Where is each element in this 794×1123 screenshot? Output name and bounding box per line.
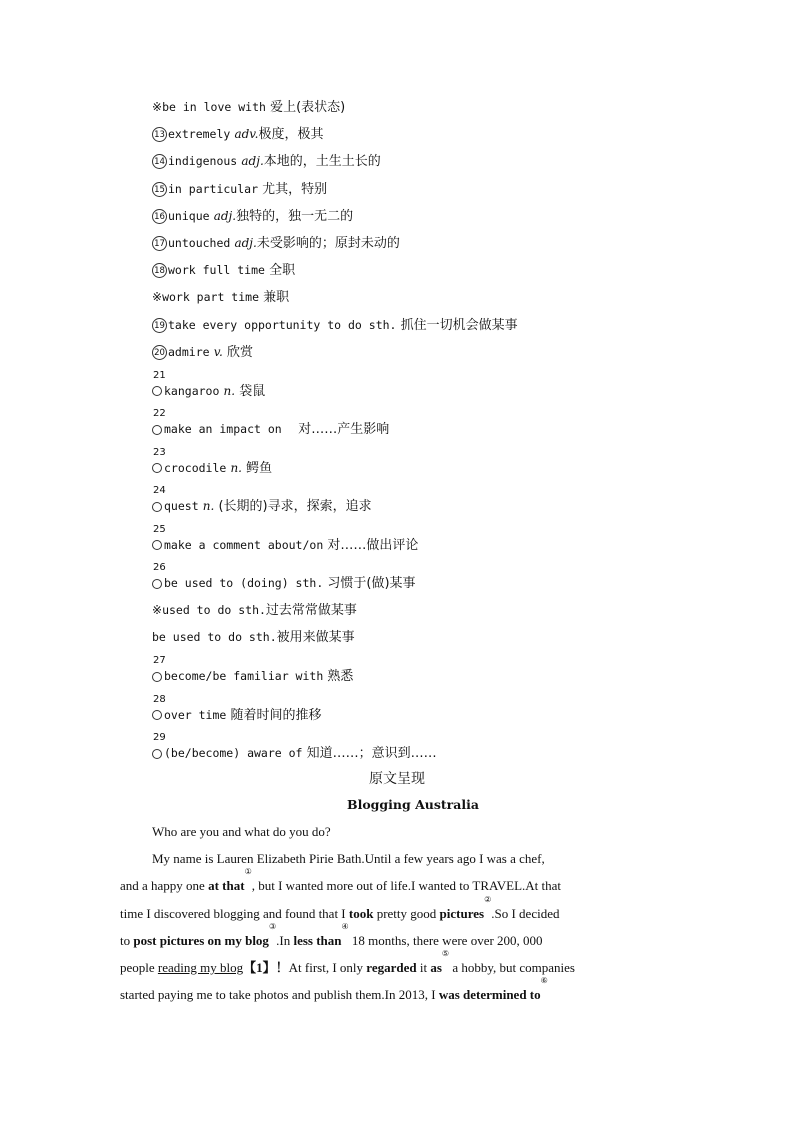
item-number: 24 [153,485,166,497]
item-number: 26 [153,562,166,574]
vocab-english: in particular [168,181,259,196]
vocab-english: become/be familiar with [164,669,324,684]
item-number: 28 [153,693,166,705]
vocab-item [152,230,752,257]
part-of-speech: n. [230,460,242,475]
vocab-chinese: 本地的，土生土长的 [263,154,381,170]
keyword: as [430,959,442,975]
keyword: less than [293,932,342,948]
keyword: post pictures on my blog [133,932,269,948]
item-number: 20 [152,345,167,360]
part-of-speech: adv. [234,127,259,142]
note-marker: ※ [152,290,163,305]
footnote-marker: ② [484,894,492,904]
circle-marker [152,463,162,473]
article-body [120,818,675,1008]
vocab-chinese: 兼职 [263,290,290,306]
keyword: was determined to [438,987,541,1003]
vocab-chinese: 抓住一切机会做某事 [400,317,518,333]
vocab-chinese: 熟悉 [327,669,354,685]
item-number: 22 [153,408,166,420]
vocab-item [152,366,752,405]
footnote-marker: ③ [268,921,277,931]
vocab-chinese: 爱上(表状态) [270,100,346,115]
vocab-chinese: 习惯于(做)某事 [327,576,416,592]
item-number: 14 [152,154,167,169]
vocab-item [152,558,752,597]
part-of-speech: adj. [234,235,257,250]
paragraph-line [120,976,675,1008]
part-of-speech: n. [202,499,215,514]
vocab-chinese: 极度，极其 [258,127,324,143]
vocab-english: make an impact on [164,422,282,437]
question-text: Who are you and what do you do? [152,824,331,839]
paragraph-text: At first, I only [288,959,367,975]
vocab-english: indigenous [168,154,238,169]
vocab-chinese: 尤其，特别 [262,181,328,197]
paragraph-text: a hobby, but companies [449,959,575,975]
part-of-speech: n. [223,383,236,398]
vocab-chinese: 全职 [269,263,296,279]
item-number: 21 [153,369,166,381]
keyword: regarded [366,959,417,975]
vocab-english: quest [164,499,199,514]
footnote-marker: ④ [341,921,349,931]
item-number: 23 [153,446,166,458]
underlined-text: reading my blog [157,959,244,975]
keyword: took [348,905,374,921]
item-number: 25 [153,523,166,535]
vocab-english: admire [168,344,210,359]
note-marker: ※ [152,100,163,114]
circle-marker [152,502,162,512]
item-number: 13 [152,127,167,142]
vocab-item [152,651,752,690]
keyword: pictures [439,905,485,921]
circle-marker [152,579,162,589]
footnote-marker: ① [244,867,252,877]
vocab-chinese: 鳄鱼 [246,460,273,476]
vocab-item [152,597,752,624]
vocab-english: take every opportunity to do sth. [168,317,397,332]
keyword: at that [208,878,245,894]
vocab-chinese: 过去常常做某事 [265,602,357,618]
paragraph-line [120,845,675,872]
paragraph-text: .In [276,932,294,948]
note-marker: ※ [152,602,163,617]
paragraph-text: time I discovered blogging and found that I [120,905,349,921]
vocab-item [152,148,752,175]
part-of-speech: adj. [241,154,264,169]
blank-marker: 【1】！ [243,959,289,975]
item-number: 15 [152,182,167,197]
paragraph-text: 18 months, there were over 200, 000 [348,932,543,948]
circle-marker [152,540,162,550]
item-number: 29 [153,732,166,744]
paragraph-text: pretty good [373,905,440,921]
vocab-item [152,284,752,311]
paragraph-text: to [120,932,134,948]
vocab-item [152,728,752,767]
vocab-item [152,520,752,559]
paragraph-text: My name is Lauren Elizabeth Pirie Bath.Until a few years ago I was a chef, [152,851,545,867]
vocab-item [152,94,752,121]
vocab-chinese: 欣赏 [227,344,254,360]
paragraph-line [120,921,675,954]
vocab-english: make a comment about/on [164,537,324,552]
paragraph-text: and a happy one [120,878,209,894]
vocab-english: work full time [168,263,265,278]
item-number: 18 [152,263,167,278]
item-number: 16 [152,209,167,224]
vocab-item [152,443,752,482]
paragraph-text: people [120,959,158,975]
item-number: 27 [153,655,166,667]
item-number: 19 [152,318,167,333]
item-number: 17 [152,236,167,251]
vocab-item [152,690,752,729]
circle-marker [152,749,162,759]
paragraph-text: it [416,959,431,975]
vocab-english: be in love with [162,100,266,114]
part-of-speech: adj. [213,208,237,223]
vocab-chinese: 对……做出评论 [327,537,419,553]
vocab-english: over time [164,707,227,722]
vocab-item [152,404,752,443]
vocab-item [152,339,752,366]
vocab-item [152,121,752,148]
vocabulary-list [152,94,752,767]
paragraph-text: , but I wanted more out of life.I wanted to TRAVEL.At that [251,878,562,894]
vocab-english: work part time [162,290,259,305]
vocab-item [152,257,752,284]
vocab-item [152,481,752,520]
vocab-chinese: 随着时间的推移 [230,707,322,723]
paragraph-text: .So I decided [491,905,560,921]
circle-marker [152,425,162,435]
article-title: Blogging Australia [347,797,479,812]
vocab-item [152,312,752,339]
paragraph-text: started paying me to take photos and publish them.In 2013, I [120,987,439,1003]
part-of-speech: v. [213,344,223,359]
footnote-marker: ⑥ [540,976,548,986]
vocab-english: used to do sth. [162,602,266,617]
vocab-chinese: 未受影响的；原封未动的 [256,235,400,251]
vocab-english: kangaroo [164,383,220,398]
circle-marker [152,386,162,396]
circle-marker [152,672,162,682]
paragraph-line [120,948,675,981]
paragraph-line [120,894,675,927]
circle-marker [152,710,162,720]
paragraph-line [120,867,675,899]
vocab-item [152,176,752,203]
vocab-chinese: 知道……；意识到…… [306,746,437,762]
question-line [120,818,675,845]
vocab-english: (be/become) aware of [164,746,303,761]
vocab-item [152,624,752,651]
vocab-chinese: (长期的)寻求，探索，追求 [218,499,372,515]
vocab-chinese: 对……产生影响 [298,422,390,438]
vocab-english: extremely [168,127,231,142]
vocab-english: unique [168,208,210,223]
vocab-english: be used to do sth. [152,630,277,645]
vocab-item [152,203,752,230]
vocab-english: be used to (doing) sth. [164,576,324,591]
vocab-chinese: 独特的，独一无二的 [236,208,354,224]
section-title: 原文呈现 [369,771,425,787]
vocab-chinese: 袋鼠 [239,383,266,399]
footnote-marker: ⑤ [441,948,450,958]
vocab-english: untouched [168,235,231,250]
vocab-chinese: 被用来做某事 [276,630,355,646]
vocab-english: crocodile [164,460,227,475]
